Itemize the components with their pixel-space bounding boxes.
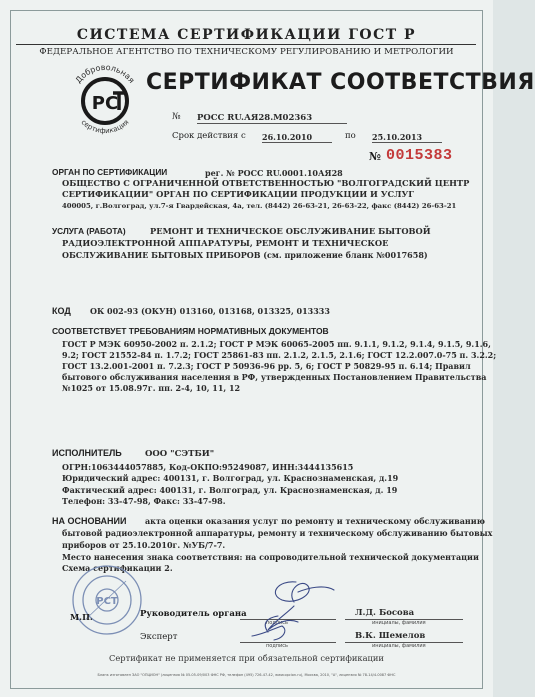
organ-label: ОРГАН ПО СЕРТИФИКАЦИИ <box>52 167 168 177</box>
footer-imprint: Бланк изготовлен ЗАО "ОПЦИОН" (лицензия № 05-05-09/003 ФНС РФ, телефон (495) 726-47-42, www.opcion.ru), Москва, 2010, "А", лицензия № 78-14/4-0087 ФНС <box>97 673 396 677</box>
system-heading: СИСТЕМА СЕРТИФИКАЦИИ ГОСТ Р <box>76 27 417 43</box>
service-line-2: РАДИОЭЛЕКТРОННОЙ АППАРАТУРЫ, РЕМОНТ И ТЕХНИЧЕСКОЕ <box>62 238 389 248</box>
standards-line-3: ГОСТ 13.2.001-2001 п. 7.2.3; ГОСТ Р 50936-96 рр. 5, 6; ГОСТ Р 50829-95 п. 6.14; Правил <box>62 361 471 371</box>
blank-prefix: № <box>369 150 381 163</box>
mark-place: Место нанесения знака соответствия: на сопроводительной технической документации <box>62 552 479 562</box>
service-line-3: ОБСЛУЖИВАНИЕ БЫТОВЫХ ПРИБОРОВ (см. приложение бланк №0017658) <box>62 250 428 260</box>
service-label: УСЛУГА (РАБОТА) <box>52 226 126 236</box>
service-line-1: РЕМОНТ И ТЕХНИЧЕСКОЕ ОБСЛУЖИВАНИЕ БЫТОВОЙ <box>150 226 431 236</box>
svg-text:РС: РС <box>91 93 119 114</box>
expert-sign-caption: подпись <box>266 643 288 649</box>
valid-label: Срок действия с <box>172 131 246 141</box>
valid-to-label: по <box>345 131 356 141</box>
valid-from: 26.10.2010 <box>262 132 332 143</box>
standards-line-2: 9.2; ГОСТ 21552-84 п. 1.7.2; ГОСТ 25861-83 пп. 2.1.2, 2.1.5, 2.1.6; ГОСТ 12.2.007.0-75 п. 3.2.2; <box>62 350 497 360</box>
executor-name: ООО "СЭТБИ" <box>145 449 215 459</box>
certificate-number: РОСС RU.АЯ28.М02363 <box>197 113 347 124</box>
code-label: КОД <box>52 306 71 316</box>
basis-line-2: бытовой радиоэлектронной аппаратуры, ремонту и техническому обслуживанию бытовых <box>62 528 493 538</box>
logo-top-text: Добровольная <box>73 62 137 85</box>
expert-name: В.К. Шемелов <box>355 631 426 641</box>
rst-logo <box>64 60 146 142</box>
footer-note: Сертификат не применяется при обязательной сертификации <box>109 653 384 663</box>
header-divider <box>16 44 476 45</box>
organ-line-3: 400005, г.Волгоград, ул.7-я Гвардейская, 4а, тел. (8442) 26-63-21, 26-63-22, факс (8442) 26-63-21 <box>62 202 457 210</box>
head-sign-caption: подпись <box>266 620 288 626</box>
basis-line-1: акта оценки оказания услуг по ремонту и техническому обслуживанию <box>145 516 485 526</box>
scheme: Схема сертификации 2. <box>62 563 173 573</box>
number-label: № <box>172 112 181 122</box>
organ-line-1: ОБЩЕСТВО С ОГРАНИЧЕННОЙ ОТВЕТСТВЕННОСТЬЮ "ВОЛГОГРАДСКИЙ ЦЕНТР <box>62 178 470 188</box>
organ-stamp <box>70 563 144 637</box>
logo-bottom-text: сертификация <box>79 118 131 136</box>
standards-label: СООТВЕТСТВУЕТ ТРЕБОВАНИЯМ НОРМАТИВНЫХ ДОКУМЕНТОВ <box>52 326 329 336</box>
blank-number: 0015383 <box>386 147 453 164</box>
executor-line-1: ОГРН:1063444057885, Код-ОКПО:95249087, ИНН:3444135615 <box>62 462 354 472</box>
svg-text:РСТ: РСТ <box>96 596 118 607</box>
head-name: Л.Д. Босова <box>355 608 415 618</box>
standards-line-1: ГОСТ Р МЭК 60950-2002 п. 2.1.2; ГОСТ Р МЭК 60065-2005 пп. 9.1.1, 9.1.2, 9.1.4, 9.1.5, 9.1.6, <box>62 339 491 349</box>
basis-label: НА ОСНОВАНИИ <box>52 516 127 526</box>
organ-reg: рег. № РОСС RU.0001.10АЯ28 <box>205 168 343 178</box>
executor-line-2: Юридический адрес: 400131, г. Волгоград, ул. Краснознаменская, д.19 <box>62 473 399 483</box>
organ-line-2: СЕРТИФИКАЦИИ" ОРГАН ПО СЕРТИФИКАЦИИ ПРОДУКЦИИ И УСЛУГ <box>62 189 414 199</box>
handwritten-signature <box>238 572 348 647</box>
expert-label: Эксперт <box>140 632 178 642</box>
certificate-title: СЕРТИФИКАТ СООТВЕТСТВИЯ <box>146 70 535 95</box>
agency-heading: ФЕДЕРАЛЬНОЕ АГЕНТСТВО ПО ТЕХНИЧЕСКОМУ РЕГУЛИРОВАНИЮ И МЕТРОЛОГИИ <box>39 47 454 57</box>
executor-line-3: Фактический адрес: 400131, г. Волгоград, ул. Краснознаменская, д. 19 <box>62 485 398 495</box>
standards-line-5: №1025 от 15.08.97г. пп. 2-4, 10, 11, 12 <box>62 383 241 393</box>
executor-line-4: Телефон: 33-47-98, Факс: 33-47-98. <box>62 496 226 506</box>
stamp-mp: М.П. <box>70 612 93 622</box>
head-label: Руководитель органа <box>140 609 247 619</box>
valid-to: 25.10.2013 <box>372 132 442 143</box>
code-value: ОК 002-93 (ОКУН) 013160, 013168, 013325, 013333 <box>90 306 330 316</box>
standards-line-4: бытового обслуживания населения в РФ, утвержденных Постановлением Правительства <box>62 372 487 382</box>
basis-line-3: приборов от 25.10.2010г. №УБ/7-7. <box>62 540 226 550</box>
expert-fio-caption: инициалы, фамилия <box>372 643 426 649</box>
head-fio-caption: инициалы, фамилия <box>372 620 426 626</box>
executor-label: ИСПОЛНИТЕЛЬ <box>52 448 122 458</box>
svg-text:Добровольная <box>74 63 137 85</box>
svg-text:сертификация <box>80 118 131 135</box>
